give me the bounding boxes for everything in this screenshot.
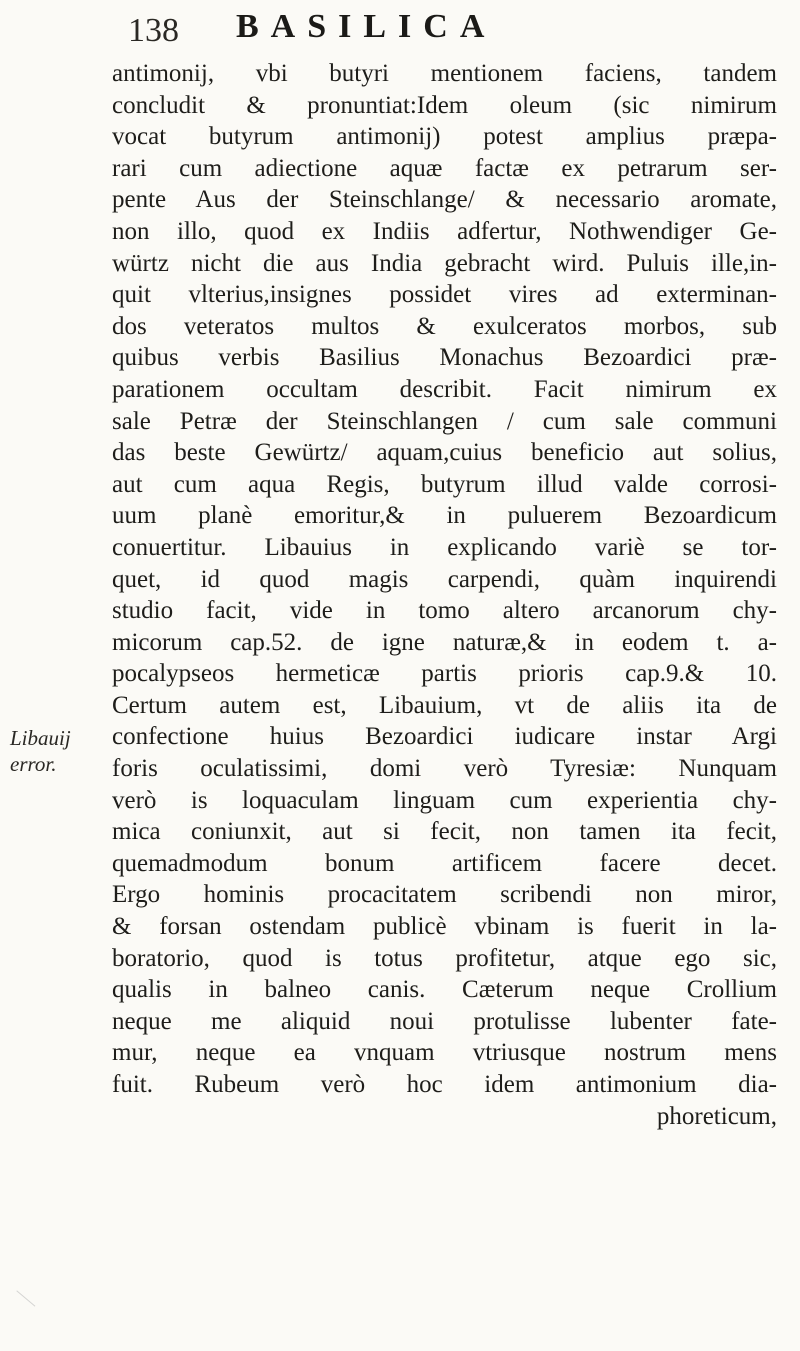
text-line: parationem occultam describit. Facit nimirum ex xyxy=(112,375,777,403)
text-line: quemadmodum bonum artificem facere decet. xyxy=(112,849,777,877)
text-line: & forsan ostendam publicè vbinam is fuerit in la- xyxy=(112,913,777,941)
text-line: quit vlterius,insignes possidet vires ad exterminan- xyxy=(112,281,777,309)
running-title: BASILICA xyxy=(236,8,497,45)
text-line: neque me aliquid noui protulisse lubenter fate- xyxy=(112,1007,777,1035)
text-line: non illo, quod ex Indiis adfertur, Nothwendiger Ge- xyxy=(112,217,777,245)
text-line: uum planè emoritur,& in puluerem Bezoardicum xyxy=(112,502,777,530)
text-line: sale Petræ der Steinschlangen / cum sale communi xyxy=(112,407,777,435)
marginal-note-line: error. xyxy=(10,752,57,776)
text-line: concludit & pronuntiat:Idem oleum (sic nimirum xyxy=(112,91,777,119)
page-number: 138 xyxy=(128,12,179,49)
text-line: foris oculatissimi, domi verò Tyresiæ: Nunquam xyxy=(112,755,777,783)
text-line: das beste Gewürtz/ aquam,cuius beneficio aut solius, xyxy=(112,439,777,467)
text-line: Certum autem est, Libauium, vt de aliis ita de xyxy=(112,691,777,719)
text-line: antimonij, vbi butyri mentionem faciens, tandem xyxy=(112,60,777,87)
margin-mark xyxy=(16,1267,54,1306)
text-line: pente Aus der Steinschlange/ & necessario aromate, xyxy=(112,186,777,214)
text-line: quet, id quod magis carpendi, quàm inquirendi xyxy=(112,565,777,593)
text-line: verò is loquaculam linguam cum experientia chy- xyxy=(112,786,777,814)
text-line: vocat butyrum antimonij) potest amplius præpa- xyxy=(112,123,777,151)
text-line: pocalypseos hermeticæ partis prioris cap.9.& 10. xyxy=(112,660,777,688)
text-line: aut cum aqua Regis, butyrum illud valde corrosi- xyxy=(112,470,777,498)
text-line: mica coniunxit, aut si fecit, non tamen ita fecit, xyxy=(112,818,777,846)
text-line: boratorio, quod is totus profitetur, atque ego sic, xyxy=(112,944,777,972)
text-line: confectione huius Bezoardici iudicare instar Argi xyxy=(112,723,777,751)
text-line: fuit. Rubeum verò hoc idem antimonium dia- xyxy=(112,1071,777,1098)
text-line: conuertitur. Libauius in explicando variè se tor- xyxy=(112,533,777,561)
catchword: phoreticum, xyxy=(656,1102,777,1130)
text-line: Ergo hominis procacitatem scribendi non miror, xyxy=(112,881,777,909)
marginal-note xyxy=(10,725,105,777)
text-line: dos veteratos multos & exulceratos morbos, sub xyxy=(112,312,777,340)
marginal-note-line: Libauij xyxy=(10,726,71,750)
text-line: studio facit, vide in tomo altero arcanorum chy- xyxy=(112,597,777,625)
text-line: micorum cap.52. de igne naturæ,& in eodem t. a- xyxy=(112,628,777,656)
text-line: würtz nicht die aus India gebracht wird. Puluis ille,in- xyxy=(112,249,777,277)
text-line: qualis in balneo canis. Cæterum neque Crollium xyxy=(112,976,777,1004)
text-line: rari cum adiectione aquæ factæ ex petrarum ser- xyxy=(112,154,777,182)
text-line: quibus verbis Basilius Monachus Bezoardici præ- xyxy=(112,344,777,372)
body-text xyxy=(112,58,777,1132)
text-line: mur, neque ea vnquam vtriusque nostrum mens xyxy=(112,1039,777,1067)
